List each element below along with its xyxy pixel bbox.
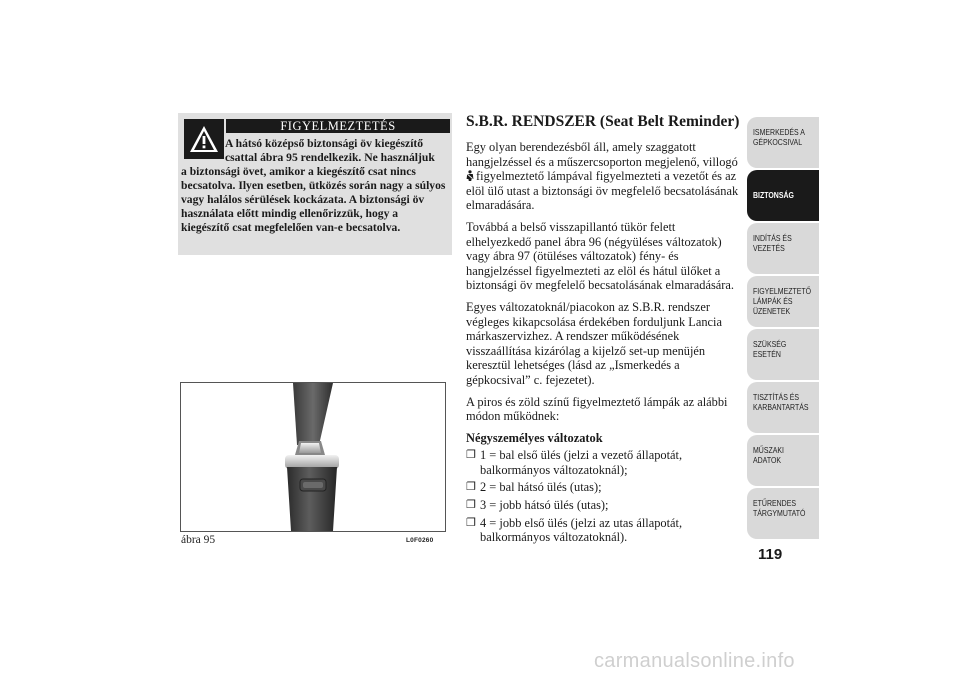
paragraph-3: Egyes változatoknál/piacokon az S.B.R. rendszer végleges kikapcsolása érdekében forduljunk Lancia márkaszervizhez. A rendszer működésének visszaállítása kizárólag a kijelző set-up menüjén keresztül lehetséges (lásd az „Ismerkedés a gépkocsival” c. fejezetet). xyxy=(466,299,722,387)
list-item: ❐ 2 = bal hátsó ülés (utas); xyxy=(466,480,602,495)
tab-figyelmezteto[interactable]: FIGYELMEZTETŐ LÁMPÁK ÉS ÜZENETEK xyxy=(747,276,819,327)
tab-inditas[interactable]: INDÍTÁS ÉS VEZETÉS xyxy=(747,223,819,274)
warning-text xyxy=(181,137,449,235)
tab-tisztitas[interactable]: TISZTÍTÁS ÉS KARBANTARTÁS xyxy=(747,382,819,433)
warning-box xyxy=(178,113,452,255)
checkbox-bullet-icon: ❐ xyxy=(466,449,476,462)
tab-biztonsag[interactable]: BIZTONSÁG xyxy=(747,170,819,221)
checkbox-bullet-icon: ❐ xyxy=(466,516,476,529)
warning-text-first: A hátsó középső biztonsági öv kiegészítő csattal ábra 95 rendelkezik. Ne használjuk xyxy=(225,137,435,164)
seat-list xyxy=(466,448,741,545)
figure-code: L0F0260 xyxy=(406,537,434,544)
seat-belt-buckle-illustration xyxy=(181,383,445,531)
tab-muszaki[interactable]: MŰSZAKI ADATOK xyxy=(747,435,819,486)
paragraph-1-end: figyelmeztető lámpával figyelmezteti a vezetőt és az elöl ülő utast a biztonsági öv megfelelő becsatolásának elmaradására. xyxy=(466,169,739,213)
section-title: S.B.R. RENDSZER (Seat Belt Reminder) xyxy=(466,113,740,130)
tab-szukseg[interactable]: SZÜKSÉG ESETÉN xyxy=(747,329,819,380)
warning-text-rest: a biztonsági övet, amikor a kiegészítő csat nincs becsatolva. Ilyen esetben, ütközés során nagy a súlyos vagy halálos sérülések kockázata. A biztonsági öv használata előtt mindig ellenőrizzük, hogy a kiegészítő csat megfelelően van-e becsatolva. xyxy=(181,165,446,234)
paragraph-1 xyxy=(466,140,741,213)
paragraph-4: A piros és zöld színű figyelmeztető lámpák az alábbi módon működnek: xyxy=(466,394,728,424)
warning-header: FIGYELMEZTETÉS xyxy=(226,119,450,133)
list-item: ❐ 3 = jobb hátsó ülés (utas); xyxy=(466,498,609,513)
subheading: Négyszemélyes változatok xyxy=(466,430,603,445)
checkbox-bullet-icon: ❐ xyxy=(466,481,476,494)
figure-caption: ábra 95 xyxy=(181,534,216,546)
checkbox-bullet-icon: ❐ xyxy=(466,499,476,512)
paragraph-1-start: Egy olyan berendezésből áll, amely szaggatott hangjelzéssel és a műszercsoporton megjelenő, villogó xyxy=(466,140,738,169)
paragraph-2: Továbbá a belső visszapillantó tükör felett elhelyezkedő panel ábra 96 (négyüléses változatok) vagy ábra 97 (ötüléses változatok) fény- és hangjelzéssel figyelmezteti az elöl és hátul ülőket a biztonsági öv megfelelő becsatolásának elmaradására. xyxy=(466,219,735,293)
seat-belt-warning-icon xyxy=(466,170,474,181)
chapter-tabs xyxy=(747,117,819,541)
list-item: ❐ 4 = jobb első ülés (jelzi az utas állapotát, balkormányos változatoknál). xyxy=(466,515,683,545)
list-item: ❐ 1 = bal első ülés (jelzi a vezető állapotát, balkormányos változatoknál); xyxy=(466,448,683,477)
watermark: carmanualsonline.info xyxy=(594,650,795,672)
tab-ismerkedes[interactable]: ISMERKEDÉS A GÉPKOCSIVAL xyxy=(747,117,819,168)
figure-seat-belt-buckle xyxy=(180,382,446,532)
tab-targymutato[interactable]: ETŰRENDES TÁRGYMUTATÓ xyxy=(747,488,819,539)
page-number: 119 xyxy=(758,546,783,563)
section-body xyxy=(466,140,741,548)
